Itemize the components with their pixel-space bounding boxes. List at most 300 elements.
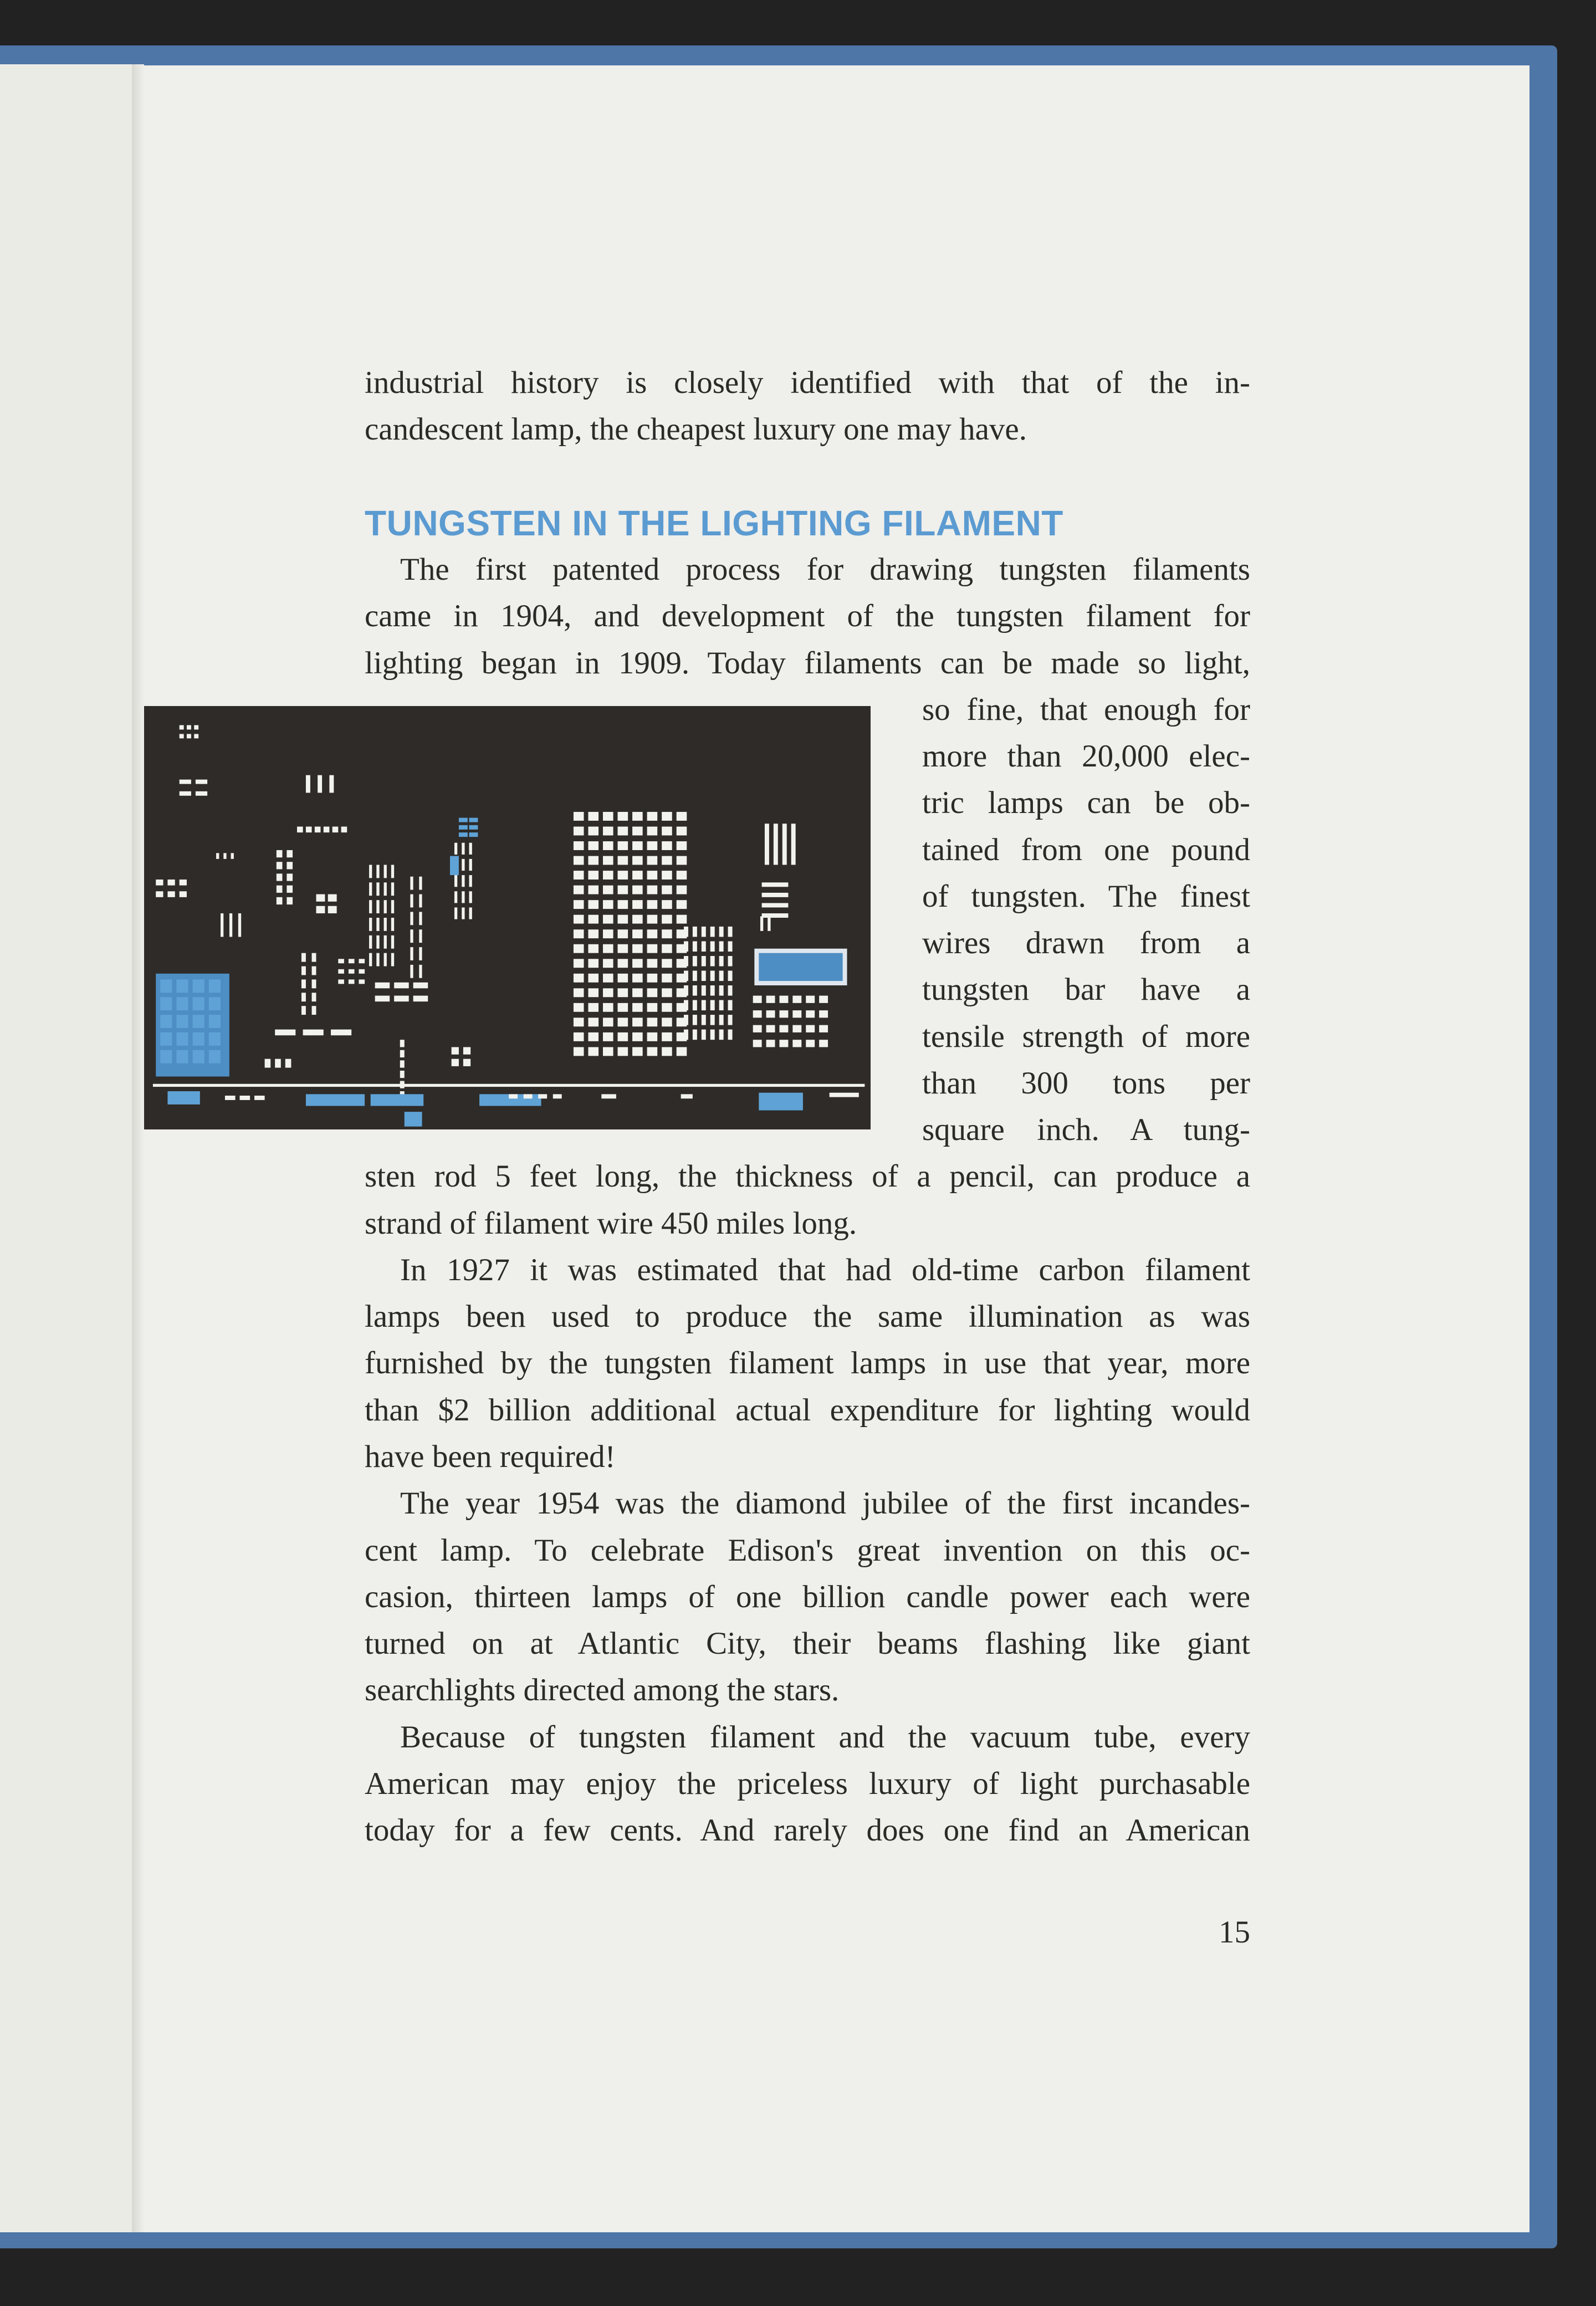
window [647,900,658,909]
window [459,825,468,830]
window [391,918,394,931]
window [728,985,733,996]
window [779,1025,788,1032]
window [454,907,457,919]
window [603,1003,613,1012]
window [618,812,628,821]
text-line: wires drawn from a [922,926,1250,961]
window [376,882,379,896]
text-line: lighting began in 1909. Today filaments can be made so light, [365,645,1250,681]
text-line: tric lamps can be ob- [922,785,1250,821]
window [221,913,223,937]
window [187,734,191,738]
window [359,959,365,963]
window [603,1047,613,1056]
window [238,913,241,937]
window [603,1032,613,1041]
window [588,841,598,850]
window [719,1030,724,1040]
section-heading: TUNGSTEN IN THE LIGHTING FILAMENT [365,503,1063,543]
text-line: have been required! [365,1439,616,1474]
window [225,1096,236,1100]
text-line: candescent lamp, the cheapest luxury one may have. [365,412,1027,447]
window [819,1010,828,1017]
window [677,856,687,865]
window [588,871,598,880]
window [338,959,344,963]
window [647,1003,658,1012]
window [277,886,283,893]
window [469,875,472,887]
text-line: industrial history is closely identified with that of the in- [365,365,1250,400]
window [209,979,221,993]
window [662,1003,672,1012]
window [419,947,422,960]
window [312,979,316,988]
window [779,996,788,1003]
window [359,979,365,984]
window [662,1017,672,1026]
window [524,1094,533,1098]
window [662,871,672,880]
window [792,1010,801,1017]
window [684,971,688,981]
window [454,875,457,887]
window [710,941,715,952]
window [240,1096,250,1100]
window [693,941,697,952]
window [632,1003,643,1012]
window [376,953,379,967]
page-number: 15 [1219,1915,1250,1950]
window [677,915,687,924]
window [684,956,688,967]
window [759,953,842,981]
window [376,918,379,931]
window [588,900,598,909]
window [588,988,598,997]
text-line: tained from one pound [922,832,1250,867]
left-page [0,64,136,2232]
window [719,956,724,967]
window [450,856,459,875]
window [384,900,387,913]
window [301,967,306,975]
window [710,1015,715,1025]
window [574,827,584,836]
window [338,969,344,974]
window [229,913,232,937]
window [462,875,464,887]
window [287,873,293,881]
window [603,871,613,880]
window [297,827,303,833]
window [553,1094,562,1098]
window [702,1015,706,1025]
window [405,1112,422,1127]
window [209,1032,221,1046]
window [194,734,198,738]
window [574,1032,584,1041]
window [375,996,390,1002]
window [391,865,394,878]
window [538,1094,547,1098]
text-line: In 1927 it was estimated that had old-time carbon filament [400,1252,1250,1287]
window [160,1050,172,1063]
window [254,1096,265,1100]
window [792,996,801,1003]
window [331,1030,351,1036]
window [306,775,310,793]
window [312,993,316,1001]
window [216,853,219,859]
window [647,871,658,880]
window [693,927,697,937]
window [459,818,468,822]
window [469,859,472,871]
text-line: furnished by the tungsten filament lamps in use that year, more [365,1346,1250,1381]
window [830,1093,859,1097]
window [277,897,283,904]
window [459,832,468,837]
window [702,941,706,952]
window [662,988,672,997]
window [384,935,387,949]
window [287,897,293,904]
window [766,1010,775,1017]
text-line: more than 20,000 elec- [922,739,1250,774]
window [684,1030,688,1040]
window [677,900,687,909]
window [394,983,409,989]
window [819,996,828,1003]
window [710,985,715,996]
window [677,827,687,836]
window [601,1094,616,1098]
window [574,959,584,968]
window [369,935,372,949]
window [349,979,355,984]
window [632,959,643,968]
window [603,988,613,997]
window [702,1000,706,1011]
window [662,929,672,938]
window [384,882,387,896]
window [574,988,584,997]
window [375,983,390,989]
window [632,929,643,938]
window [574,929,584,938]
window [376,935,379,949]
window [180,725,184,729]
window [588,1032,598,1041]
text-line: than 300 tons per [922,1065,1250,1101]
window [588,974,598,983]
window [647,915,658,924]
window [391,882,394,896]
window [419,965,422,978]
window [753,1025,762,1032]
window [647,841,658,850]
window [684,941,688,952]
window [710,971,715,981]
window [180,791,191,796]
window [265,1059,271,1068]
window [647,812,658,821]
window [766,996,775,1003]
window [462,907,464,919]
window [574,812,584,821]
window [719,971,724,981]
window [410,894,413,908]
window [316,894,325,902]
window [180,780,191,784]
window [384,865,387,878]
window [413,996,428,1002]
window [618,1017,628,1026]
window [410,965,413,978]
window [574,871,584,880]
window [193,979,204,993]
window [632,827,643,836]
window [400,1050,405,1057]
window [779,1040,788,1047]
window [180,880,187,886]
window [677,886,687,894]
window [156,891,163,897]
window [632,988,643,997]
window [588,959,598,968]
window [632,974,643,983]
window [193,997,204,1010]
window [329,775,334,793]
window [766,1040,775,1047]
window [209,997,221,1010]
window [693,1030,697,1040]
window [603,959,613,968]
window [647,944,658,953]
window [819,1025,828,1032]
window [400,1040,405,1047]
window [710,956,715,967]
window [806,996,815,1003]
window [394,996,409,1002]
text-line: Because of tungsten filament and the vacuum tube, every [400,1719,1250,1755]
window [341,827,347,833]
window [768,916,770,931]
window [419,894,422,908]
window [176,1032,188,1046]
window [603,856,613,865]
book-gutter [132,64,144,2232]
window [647,959,658,968]
window [196,780,207,784]
window [647,1017,658,1026]
window [632,871,643,880]
window [762,913,789,918]
window [753,996,762,1003]
window [632,900,643,909]
window [766,1025,775,1032]
window [176,997,188,1010]
window [677,812,687,821]
window [588,944,598,953]
window [618,886,628,894]
window [647,856,658,865]
window [806,1025,815,1032]
window [693,956,697,967]
window [618,1032,628,1041]
window [462,859,464,871]
text-line: today for a few cents. And rarely does one find an American [365,1813,1250,1848]
window [603,886,613,894]
window [603,812,613,821]
window [371,1094,424,1106]
text-line: cent lamp. To celebrate Edison's great invention on this oc- [365,1532,1250,1568]
window [160,979,172,993]
text-line: searchlights directed among the stars. [365,1673,840,1708]
window [603,974,613,983]
window [710,1030,715,1040]
text-line: sten rod 5 feet long, the thickness of a pencil, can produce a [365,1159,1250,1194]
window [413,983,428,989]
window [574,974,584,983]
text-line: casion, thirteen lamps of one billion candle power each were [365,1579,1250,1614]
window [452,1059,459,1066]
window [419,929,422,943]
window [193,1050,204,1063]
window [719,941,724,952]
window [792,1025,801,1032]
window [167,880,175,886]
window [359,969,365,974]
window [574,841,584,850]
window [647,1032,658,1041]
window [806,1010,815,1017]
window [702,971,706,981]
window [618,1047,628,1056]
window [710,1000,715,1011]
window [312,1006,316,1015]
window [662,827,672,836]
window [176,1015,188,1028]
window [332,827,339,833]
window [588,886,598,894]
window [384,918,387,931]
window [454,891,457,903]
window [391,953,394,967]
window [702,956,706,967]
window [677,1047,687,1056]
window [400,1060,405,1067]
window [662,812,672,821]
window [153,1084,864,1087]
window [187,725,191,729]
window [410,877,413,890]
window [376,865,379,878]
window [287,886,293,893]
text-line: square inch. A tung- [922,1112,1250,1148]
window [287,850,293,857]
window [369,918,372,931]
window [275,1030,295,1036]
window [762,893,789,897]
window [677,871,687,880]
window [469,832,478,837]
window [176,979,188,993]
window [369,953,372,967]
window [618,929,628,938]
window [574,944,584,953]
window [719,927,724,937]
text-line: than $2 billion additional actual expenditure for lighting would [365,1392,1250,1428]
window [574,1003,584,1012]
window [463,1059,470,1066]
window [603,900,613,909]
window [662,1032,672,1041]
window [410,929,413,943]
text-line: tungsten bar have a [922,972,1250,1008]
text-line: tensile strength of more [922,1019,1250,1054]
window [469,843,472,855]
window [312,967,316,975]
window [662,841,672,850]
window [728,941,733,952]
window [647,1047,658,1056]
window [306,1094,365,1106]
window [209,1050,221,1063]
window [193,1032,204,1046]
window [632,915,643,924]
window [728,927,733,937]
window [662,974,672,983]
window [275,1059,281,1068]
window [316,906,325,913]
window [618,944,628,953]
text-line: The first patented process for drawing tungsten filaments [400,552,1250,587]
window [662,900,672,909]
window [391,900,394,913]
window [662,944,672,953]
window [662,959,672,968]
window [702,985,706,996]
window [574,915,584,924]
window [719,985,724,996]
window [369,865,372,878]
window [647,886,658,894]
window [469,891,472,903]
window [160,1032,172,1046]
window [647,974,658,983]
window [618,959,628,968]
window [588,1003,598,1012]
window [603,929,613,938]
text-line: turned on at Atlantic City, their beams flashing like giant [365,1626,1250,1661]
window [410,912,413,925]
window [693,971,697,981]
window [574,900,584,909]
window [779,1010,788,1017]
window [469,825,478,830]
window [753,1040,762,1047]
window [806,1040,815,1047]
window [618,974,628,983]
window [285,1059,291,1068]
window [728,956,733,967]
window [176,1050,188,1063]
window [702,1030,706,1040]
window [301,1006,306,1015]
